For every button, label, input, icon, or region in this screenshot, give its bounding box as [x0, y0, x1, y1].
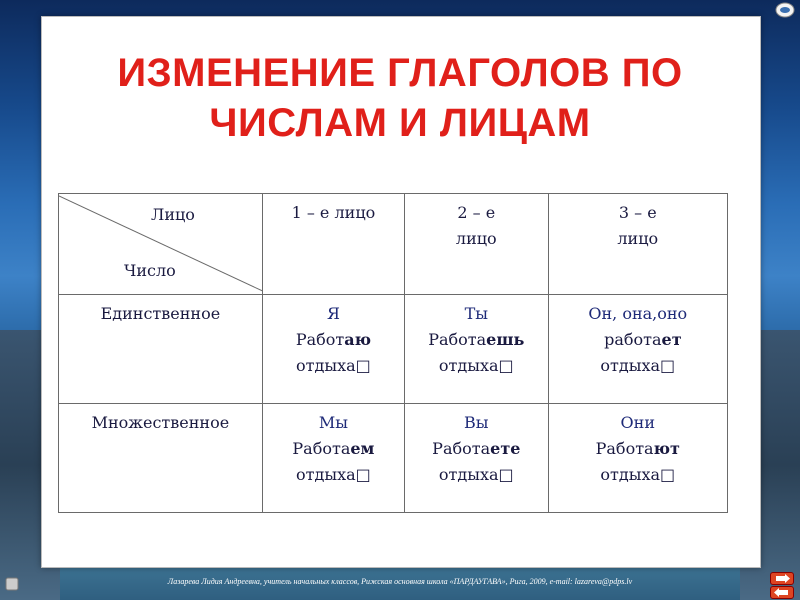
- title-line-1: ИЗМЕНЕНИЕ ГЛАГОЛОВ ПО: [117, 51, 683, 95]
- pronoun: Мы: [318, 413, 348, 432]
- header-cell-3rd: [548, 194, 727, 295]
- verb-rest: отдыха□: [438, 465, 514, 484]
- slide-title: [0, 48, 800, 148]
- pronoun: Он, она,оно: [588, 304, 688, 323]
- cell-singular-1st: [262, 295, 404, 404]
- arrow-left-icon: [771, 587, 793, 598]
- header-3rd-line1: 3 – е: [618, 203, 657, 222]
- pronoun: Вы: [464, 413, 489, 432]
- conjugation-table: [58, 193, 728, 513]
- pronoun: Они: [620, 413, 655, 432]
- row-label-plural: Множественное: [59, 404, 263, 513]
- table-header-row: [59, 194, 728, 295]
- verb-rest: отдыха□: [600, 356, 676, 375]
- table-row-singular: [59, 295, 728, 404]
- verb-rest: отдыха□: [296, 356, 371, 375]
- cell-plural-2nd: [405, 404, 548, 513]
- verb-rest: отдыха□: [600, 465, 676, 484]
- verb-work: Работаете: [432, 439, 521, 458]
- globe-icon: [775, 2, 795, 18]
- header-cell-2nd: [405, 194, 548, 295]
- home-icon[interactable]: [5, 576, 19, 590]
- verb-work: Работаем: [292, 439, 375, 458]
- cell-singular-3rd: [548, 295, 727, 404]
- pronoun: Я: [326, 304, 340, 323]
- header-2nd-line1: 2 – е: [457, 203, 496, 222]
- header-1st-person: 1 – е лицо: [291, 203, 376, 222]
- verb-work: Работают: [595, 439, 680, 458]
- next-slide-button[interactable]: [770, 572, 794, 585]
- header-2nd-line2: лицо: [455, 229, 497, 248]
- title-line-2: ЧИСЛАМ И ЛИЦАМ: [209, 101, 591, 145]
- verb-work: Работаешь: [428, 330, 525, 349]
- corner-label-person: Лицо: [151, 205, 195, 224]
- cell-plural-3rd: [548, 404, 727, 513]
- header-cell-1st: [262, 194, 404, 295]
- corner-cell: [59, 194, 263, 295]
- arrow-right-icon: [771, 573, 793, 584]
- verb-work: работает: [604, 330, 682, 349]
- cell-plural-1st: [262, 404, 404, 513]
- header-3rd-line2: лицо: [617, 229, 659, 248]
- table-row-plural: [59, 404, 728, 513]
- cell-singular-2nd: [405, 295, 548, 404]
- verb-rest: отдыха□: [296, 465, 371, 484]
- verb-work: Работаю: [295, 330, 372, 349]
- pronoun: Ты: [464, 304, 488, 323]
- corner-label-number: Число: [124, 261, 176, 280]
- row-label-singular: Единственное: [59, 295, 263, 404]
- footer-credit: Лазарева Лидия Андреевна, учитель начальных классов, Рижская основная школа «ПАРДАУГАВА», Рига, 2009, e-mail: lazareva@pdps.lv: [167, 577, 633, 586]
- verb-rest: отдыха□: [438, 356, 514, 375]
- prev-slide-button[interactable]: [770, 586, 794, 599]
